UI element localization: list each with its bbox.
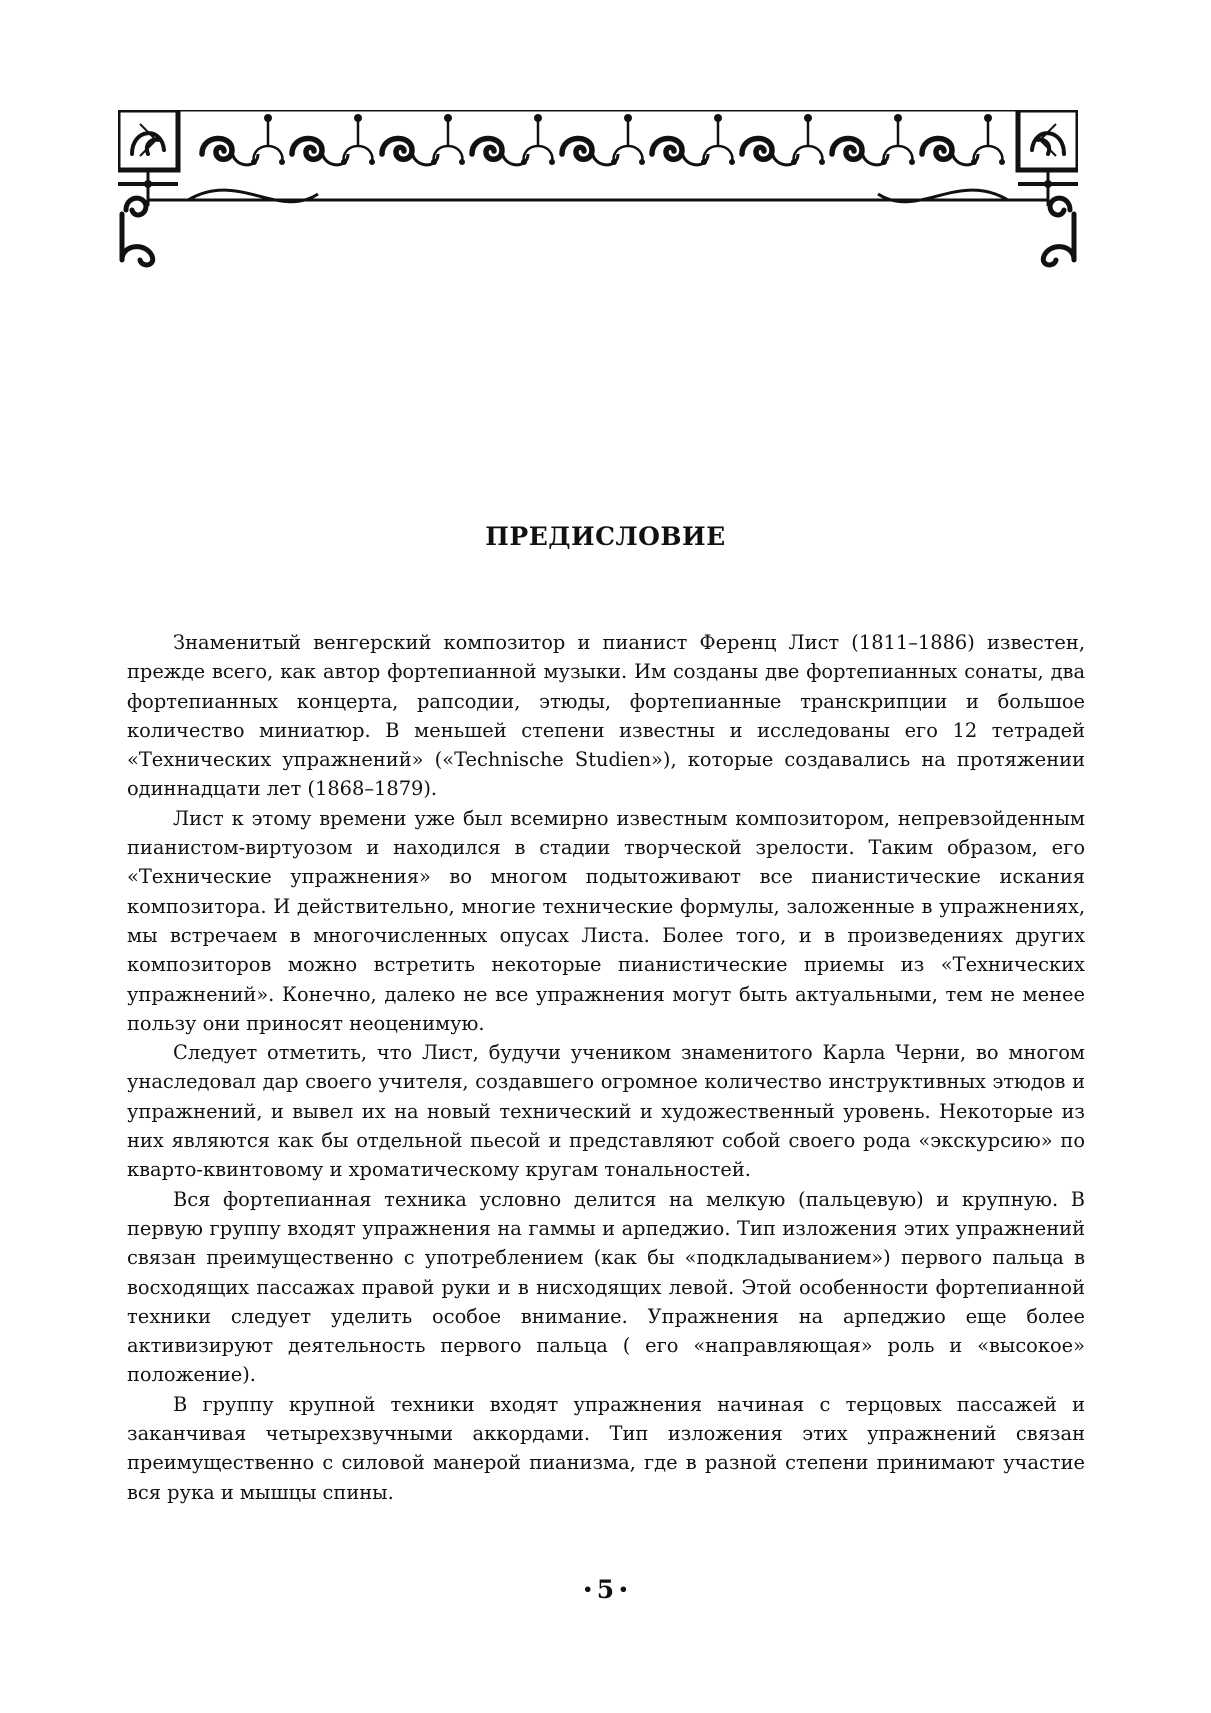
- paragraph-3: Следует отметить, что Лист, будучи учеником знаменитого Карла Черни, во многом унаследовал дар своего учителя, создавшего огромное количество инструктивных этюдов и упражнений, и вывел их на новый технический и художественный уровень. Некоторые из них являются как бы отдельной пьесой и представляют собой своего рода «экскурсию» по кварто-квинтовому и хроматическому кругам тональностей.: [127, 1041, 1085, 1182]
- paragraph-5: В группу крупной техники входят упражнения начиная с терцовых пассажей и заканчивая четырехзвучными аккордами. Тип изложения этих упражнений связан преимущественно с силовой манерой пианизма, где в разной степени принимают участие вся рука и мышцы спины.: [127, 1392, 1085, 1504]
- paragraph-2: Лист к этому времени уже был всемирно известным композитором, непревзойденным пианистом-виртуозом и находился в стадии творческой зрелости. Таким образом, его «Технические упражнения» во многом подытоживают все пианистические искания композитора. И действительно, многие технические формулы, заложенные в упражнениях, мы встречаем в многочисленных опусах Листа. Более того, и в произведениях других композиторов можно встретить некоторые пианистические приемы из «Технических упражнений». Конечно, далеко не все упражнения могут быть актуальными, тем не менее пользу они приносят неоценимую.: [127, 806, 1085, 1035]
- body-text: [127, 628, 1085, 1507]
- bullet-left-icon: •: [582, 1580, 593, 1599]
- page-number: [0, 1575, 1211, 1604]
- page-number-value: 5: [596, 1575, 615, 1604]
- paragraph-1: Знаменитый венгерский композитор и пианист Ференц Лист (1811–1886) известен, прежде всего, как автор фортепианной музыки. Им созданы две фортепианных сонаты, два фортепианных концерта, рапсодии, этюды, фортепианные транскрипции и большое количество миниатюр. В меньшей степени известны и исследованы его 12 тетрадей «Технических упражнений» («Technische Studien»), которые создавались на протяжении одиннадцати лет (1868–1879).: [127, 631, 1085, 801]
- ornament-header-border: [118, 110, 1078, 270]
- section-title: ПРЕДИСЛОВИЕ: [485, 522, 726, 551]
- paragraph-4: Вся фортепианная техника условно делится на мелкую (пальцевую) и крупную. В первую группу входят упражнения на гаммы и арпеджио. Тип изложения этих упражнений связан преимущественно с употреблением (как бы «подкладыванием») первого пальца в восходящих пассажах правой руки и в нисходящих левой. Этой особенности фортепианной техники следует уделить особое внимание. Упражнения на арпеджио еще более активизируют деятельность первого пальца ( его «направляющая» роль и «высокое» положение).: [127, 1187, 1085, 1387]
- bullet-right-icon: •: [618, 1580, 629, 1599]
